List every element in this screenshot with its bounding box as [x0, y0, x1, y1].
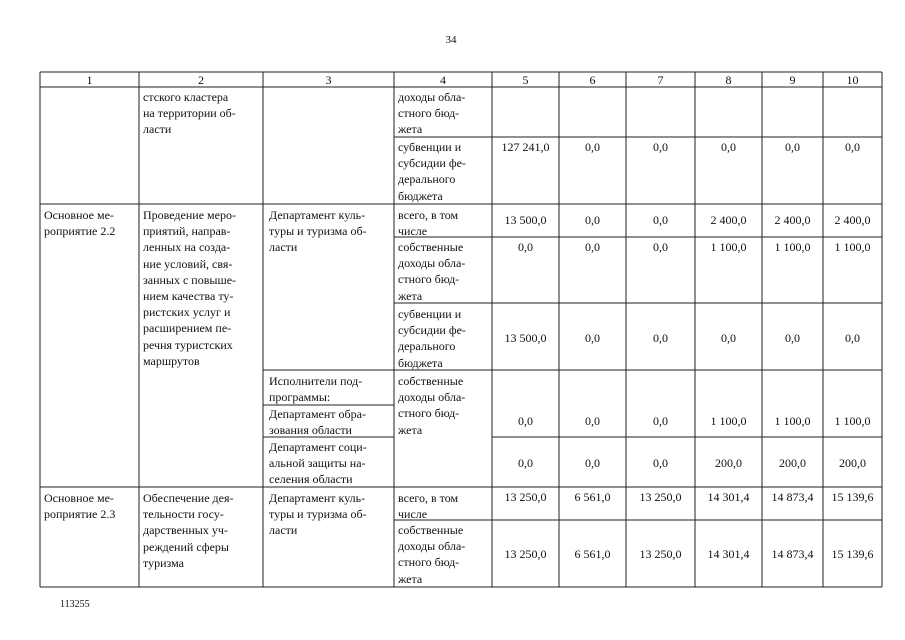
funding-total: всего, в том числе	[398, 208, 459, 239]
value-total_b-col6: 0,0	[585, 213, 600, 227]
measure-2-2-description: Проведение меро- приятий, направ- ленных на созда- ние условий, свя- занных с повыше- нием качества ту- ристских услуг и расширением пе- речня туристских маршрутов	[143, 208, 237, 368]
value-own_b-col8: 1 100,0	[710, 240, 747, 254]
value-own_b-col5: 0,0	[518, 240, 533, 254]
value-subv_a-col5: 127 241,0	[501, 140, 550, 154]
funding-federal-subsidies: субвенции и субсидии фе- дерального бюджета	[398, 307, 466, 370]
value-subv_a-col6: 0,0	[585, 140, 600, 154]
funding-own-regional: доходы обла- стного бюд- жета	[398, 90, 466, 137]
value-total_d-col7: 13 250,0	[639, 490, 682, 504]
value-subv_a-col8: 0,0	[721, 140, 736, 154]
header-col-7: 7	[657, 73, 664, 87]
value-own_soc-col7: 0,0	[653, 456, 668, 470]
value-subv_b-col7: 0,0	[653, 331, 668, 345]
value-subv_b-col9: 0,0	[785, 331, 800, 345]
value-own_d-col7: 13 250,0	[639, 547, 682, 561]
value-total_d-col6: 6 561,0	[574, 490, 611, 504]
value-total_b-col8: 2 400,0	[710, 213, 747, 227]
header-col-8: 8	[725, 73, 732, 87]
value-own_d-col6: 6 561,0	[574, 547, 611, 561]
social-protection-dept: Департамент соци- альной защиты на- селения области	[269, 440, 367, 487]
value-total_b-col5: 13 500,0	[504, 213, 547, 227]
measure-2-2-label: Основное ме- роприятие 2.2	[44, 208, 116, 239]
header-col-10: 10	[846, 73, 859, 87]
value-subv_a-col9: 0,0	[785, 140, 800, 154]
value-own_soc-col5: 0,0	[518, 456, 533, 470]
value-total_d-col9: 14 873,4	[771, 490, 814, 504]
value-own_d-col5: 13 250,0	[504, 547, 547, 561]
value-total_d-col8: 14 301,4	[707, 490, 750, 504]
responsible-culture-dept-2-2: Департамент куль- туры и туризма об- ласти	[269, 208, 367, 255]
responsible-culture-dept-2-3: Департамент куль- туры и туризма об- ласти	[269, 491, 367, 538]
header-col-2: 2	[198, 73, 204, 87]
value-own_obr-col8: 1 100,0	[710, 414, 747, 428]
value-own_b-col7: 0,0	[653, 240, 668, 254]
value-own_soc-col8: 200,0	[715, 456, 742, 470]
value-total_b-col7: 0,0	[653, 213, 668, 227]
value-own_obr-col6: 0,0	[585, 414, 600, 428]
funding-own-regional: собственные доходы обла- стного бюд- жета	[398, 374, 466, 437]
value-own_b-col10: 1 100,0	[834, 240, 871, 254]
header-col-5: 5	[522, 73, 529, 87]
value-own_obr-col7: 0,0	[653, 414, 668, 428]
subprogram-executors: Исполнители под- программы:	[269, 374, 363, 405]
value-own_obr-col10: 1 100,0	[834, 414, 871, 428]
funding-federal-subsidies: субвенции и субсидии фе- дерального бюджета	[398, 140, 466, 203]
value-own_d-col8: 14 301,4	[707, 547, 750, 561]
value-own_soc-col6: 0,0	[585, 456, 600, 470]
funding-total: всего, в том числе	[398, 491, 459, 522]
value-own_d-col10: 15 139,6	[831, 547, 874, 561]
value-total_b-col9: 2 400,0	[774, 213, 811, 227]
header-col-1: 1	[86, 73, 93, 87]
value-subv_b-col10: 0,0	[845, 331, 860, 345]
value-subv_b-col5: 13 500,0	[504, 331, 547, 345]
education-dept: Департамент обра- зования области	[269, 407, 366, 438]
measure-2-3-label: Основное ме- роприятие 2.3	[44, 491, 116, 522]
value-own_soc-col10: 200,0	[839, 456, 866, 470]
value-own_obr-col5: 0,0	[518, 414, 533, 428]
page-number: 34	[445, 34, 457, 46]
value-own_soc-col9: 200,0	[779, 456, 806, 470]
header-col-6: 6	[589, 73, 596, 87]
value-subv_b-col8: 0,0	[721, 331, 736, 345]
funding-own-regional: собственные доходы обла- стного бюд- жета	[398, 523, 466, 586]
funding-own-regional: собственные доходы обла- стного бюд- жета	[398, 240, 466, 303]
header-col-3: 3	[325, 73, 332, 87]
value-total_d-col10: 15 139,6	[831, 490, 874, 504]
value-own_b-col6: 0,0	[585, 240, 600, 254]
value-total_d-col5: 13 250,0	[504, 490, 547, 504]
header-col-4: 4	[440, 73, 446, 87]
value-subv_a-col7: 0,0	[653, 140, 668, 154]
value-total_b-col10: 2 400,0	[834, 213, 871, 227]
value-own_obr-col9: 1 100,0	[774, 414, 811, 428]
document-code: 113255	[60, 599, 90, 610]
value-subv_a-col10: 0,0	[845, 140, 860, 154]
measure-2-3-description: Обеспечение дея- тельности госу- дарственных уч- реждений сферы туризма	[143, 491, 234, 570]
header-col-9: 9	[789, 73, 796, 87]
value-own_b-col9: 1 100,0	[774, 240, 811, 254]
value-subv_b-col6: 0,0	[585, 331, 600, 345]
value-own_d-col9: 14 873,4	[771, 547, 814, 561]
cluster-continuation-text: стского кластера на территории об- ласти	[143, 90, 236, 137]
